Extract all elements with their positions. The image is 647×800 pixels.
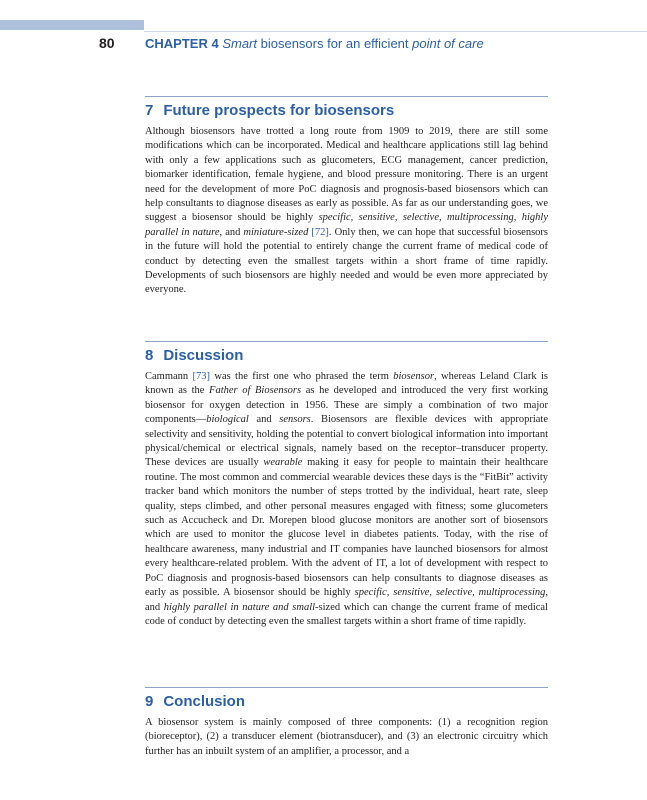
body-text: and — [248, 414, 280, 426]
section-number: 9 — [145, 693, 154, 710]
citation-link[interactable]: [72] — [311, 226, 329, 238]
section-conclusion — [145, 687, 548, 759]
section-body — [145, 370, 548, 629]
chapter-title-mid: biosensors for an efficient — [260, 36, 409, 51]
chapter-title-smart: Smart — [222, 36, 257, 51]
emphasis-text: biosensor — [393, 371, 435, 382]
section-title: Conclusion — [163, 693, 246, 710]
emphasis-text: Father of Biosensors — [209, 385, 302, 397]
section-body — [145, 125, 548, 298]
section-rule — [145, 96, 548, 97]
emphasis-text: specific, sensitive, selective, multiprocessing, highly parallel in nature — [145, 212, 548, 238]
emphasis-text: wearable — [263, 457, 303, 469]
section-heading — [145, 347, 548, 364]
emphasis-text: specific, sensitive, selective, multiprocessing — [354, 587, 546, 599]
emphasis-text: sensors — [279, 414, 311, 426]
page-number: 80 — [99, 35, 115, 51]
body-text: , whereas Leland Clark is known as the — [145, 371, 548, 397]
section-discussion — [145, 341, 548, 629]
body-text: Although biosensors have trotted a long route from 1909 to 2019, there are still some modifications which can be incorporated. Medical and healthcare applications still lag behind with only a few applications such as glucometers, ECG management, cancer prediction, biomarker identification, female hygiene, and blood pressure monitoring. There is an urgent need for the development of more PoC diagnosis and prognosis-based biosensors which can help consultants to diagnose diseases as early as possible. As far as our understanding goes, we suggest a biosensor should be highly — [145, 126, 548, 224]
section-rule — [145, 341, 548, 342]
body-text: , and — [145, 587, 548, 613]
section-number: 8 — [145, 347, 154, 364]
section-number: 7 — [145, 102, 154, 119]
body-text: Cammann — [145, 371, 193, 382]
citation-link[interactable]: [73] — [192, 371, 211, 382]
section-heading — [145, 102, 548, 119]
header-rule — [144, 31, 647, 32]
body-text: -sized which can change the current frame of medical code of conduct by detecting even the smallest targets within a short frame of time rapidly. — [145, 601, 548, 627]
body-text: A biosensor system is mainly composed of three components: (1) a recognition region (bioreceptor), (2) a transducer element (biotransducer), and (3) an electronic circuitry which further has an inbuilt system of an amplifier, a processor, and a — [145, 717, 548, 757]
chapter-label: CHAPTER 4 — [145, 36, 219, 51]
body-text: . Biosensors are flexible devices with appropriate selectivity and sensitivity, holding the potential to convert biological information into important physical/chemical or electrical signals, namely based on the receptor–transducer property. These devices are usually — [145, 414, 548, 469]
body-text: as he developed and introduced the very first working biosensor for oxygen detection in 1956. These are simply a combination of two major components— — [145, 385, 548, 426]
body-text: was the first one who phrased the term — [210, 371, 394, 382]
emphasis-text: biological — [206, 414, 249, 426]
section-title: Future prospects for biosensors — [163, 102, 395, 119]
header-accent-bar — [0, 20, 144, 30]
section-future-prospects — [145, 96, 548, 298]
chapter-title-end: point of care — [412, 36, 484, 51]
emphasis-text: miniature-sized — [243, 226, 309, 238]
body-text: making it easy for people to maintain their healthcare routine. The most common and commercial wearable devices these days is the “FitBit” activity tracker band which monitors the number of steps trotted by the individual, heart rate, sleep quality, steps climbed, and other personal measures engaged with fitness; some glucometers such as Accucheck and Dr. Morepen blood glucose monitors are another sort of biosensors which are used to monitor the glucose level in diabetes patients. Today, with the rise of healthcare awareness, many industrial and IT companies have launched biosensors for almost every healthcare-related problem. With the advent of IT, a lot of development with respect to PoC diagnosis and prognosis-based biosensors can help consultants to diagnose diseases as early as possible. A biosensor should be highly — [145, 457, 548, 599]
section-heading — [145, 693, 548, 710]
emphasis-text: highly parallel in nature and small — [163, 601, 316, 613]
section-rule — [145, 687, 548, 688]
section-title: Discussion — [163, 347, 244, 364]
running-head — [145, 36, 484, 51]
section-body — [145, 716, 548, 759]
body-text: . Only then, we can hope that successful biosensors in the future will hold the potential to entirely change the current frame of medical code of conduct by detecting even the smallest targets within a short frame of time rapidly. Developments of such biosensors are highly needed and would be even more appreciated by everyone. — [145, 226, 548, 296]
body-text: , and — [219, 226, 244, 238]
